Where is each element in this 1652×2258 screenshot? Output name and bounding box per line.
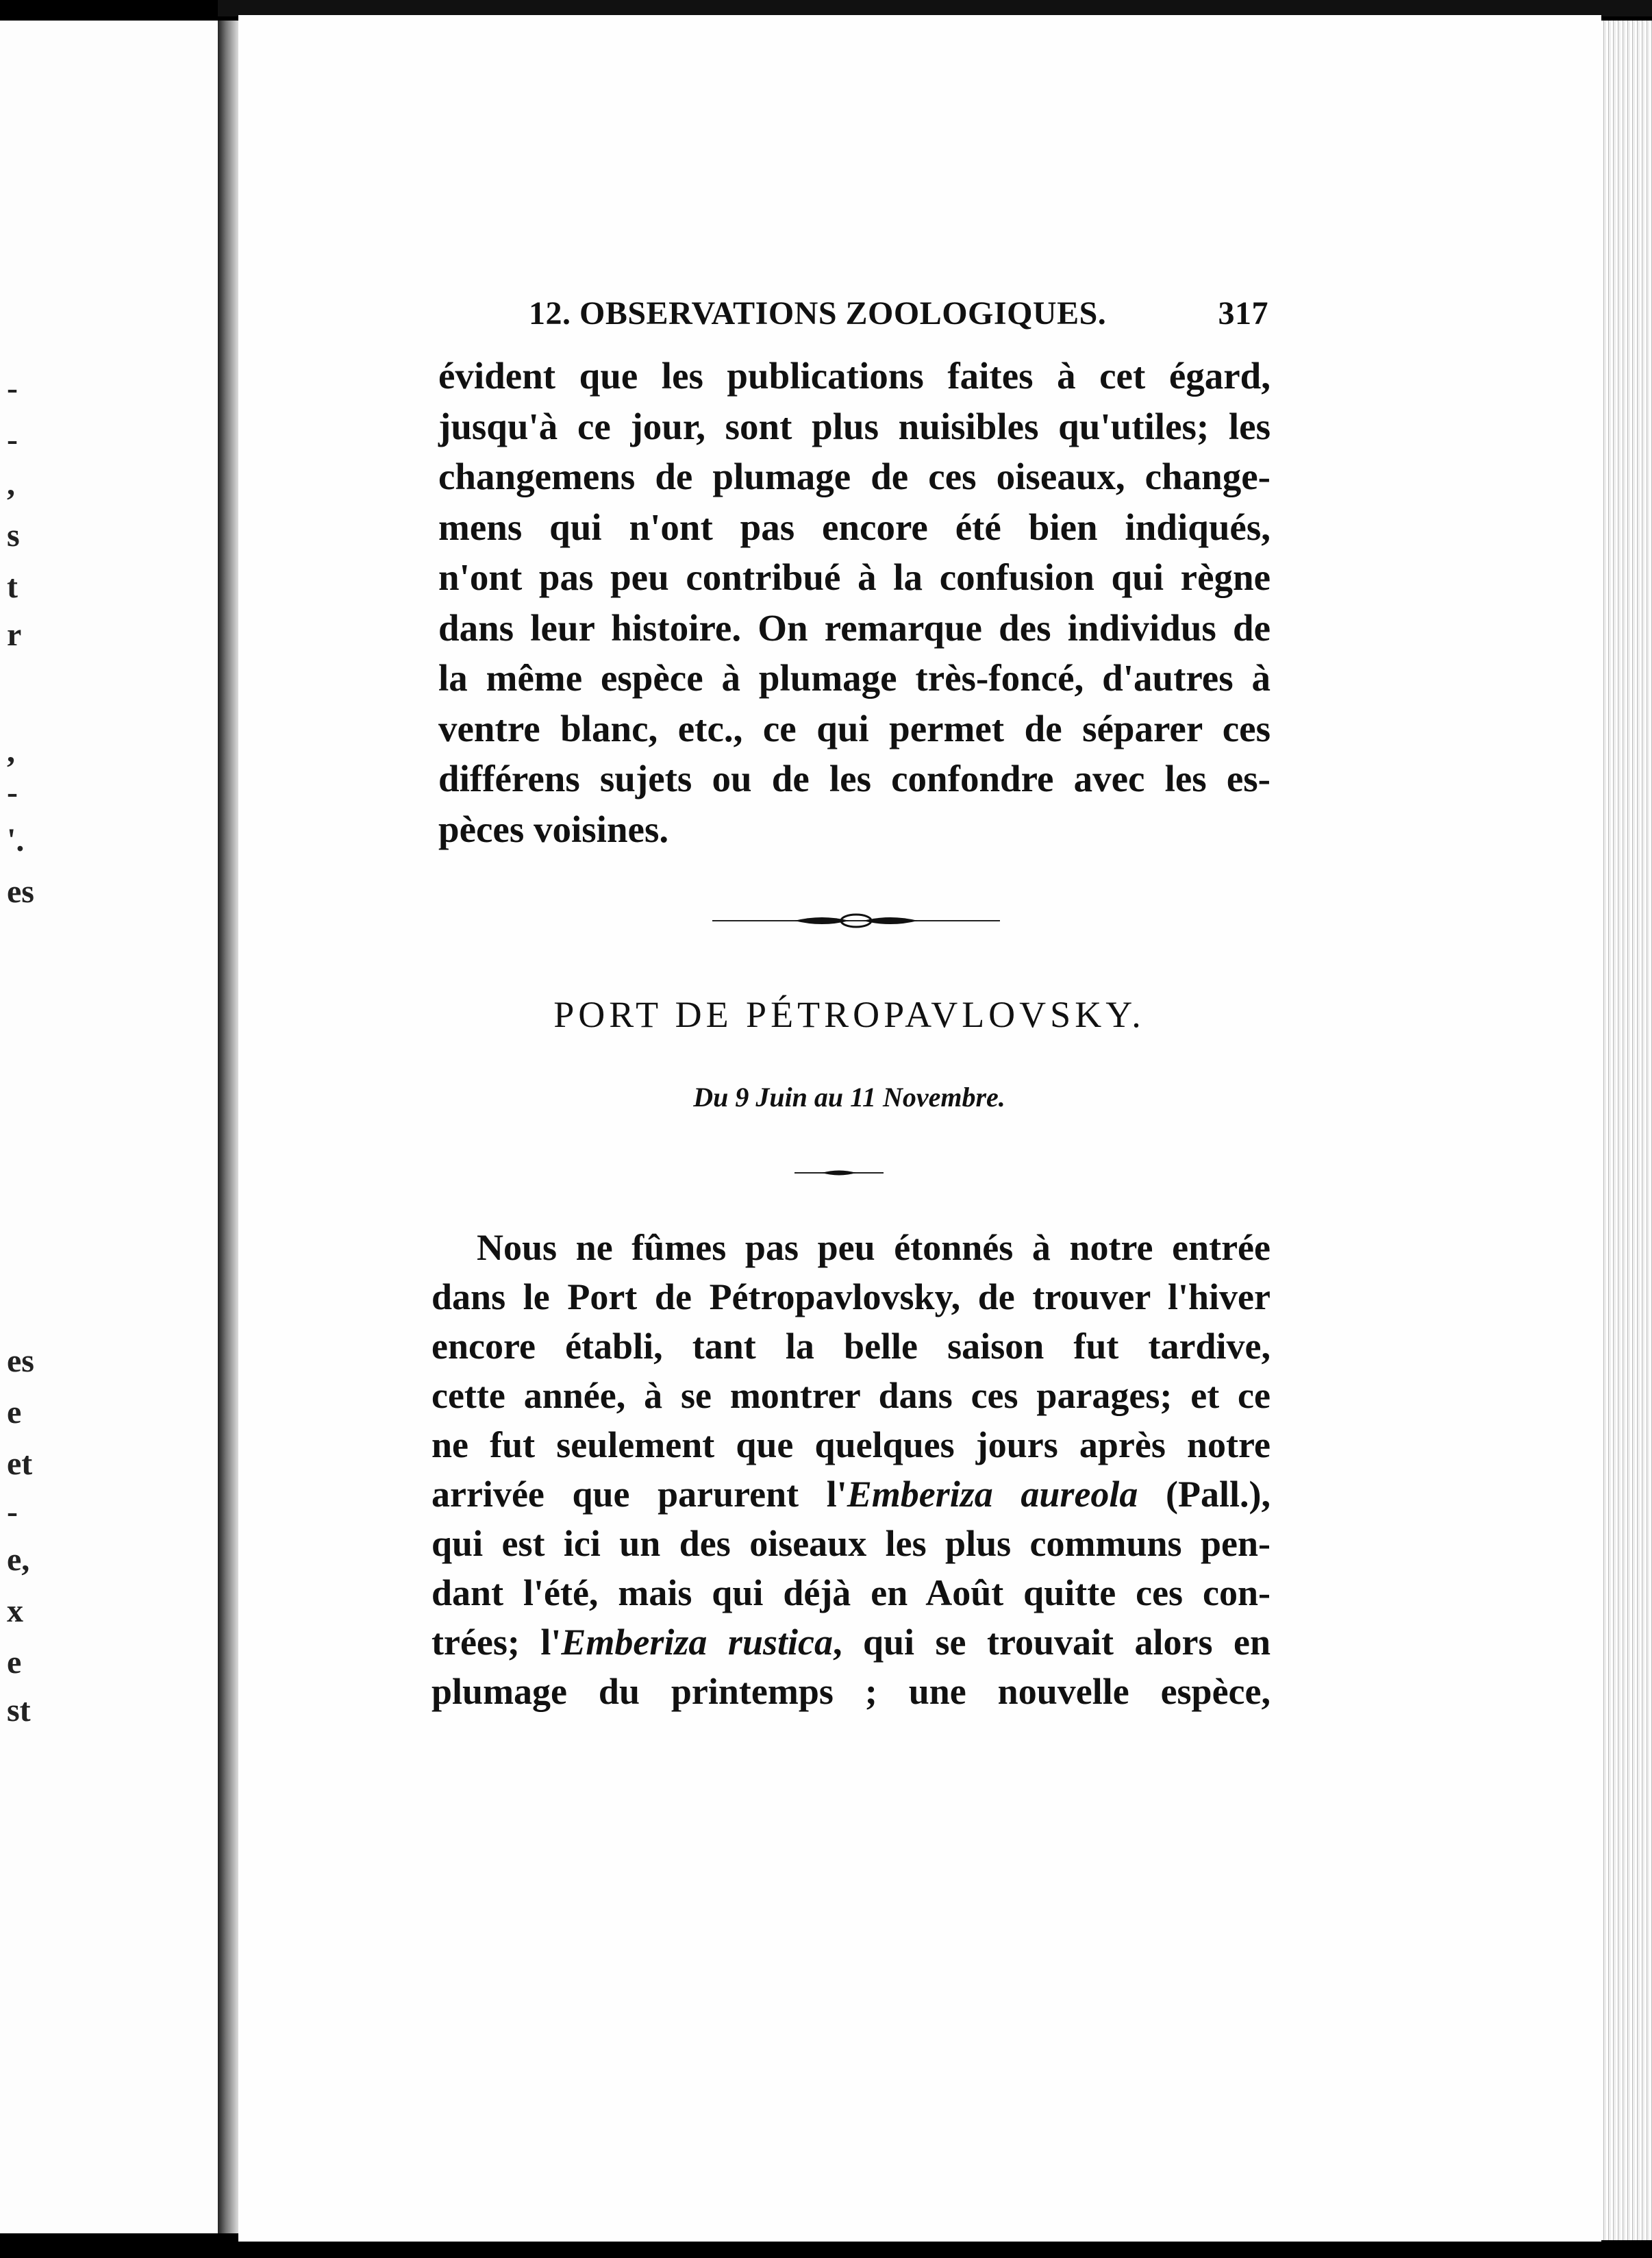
fragment: r xyxy=(7,617,22,653)
fragment: - xyxy=(7,421,18,458)
text-line: cette année, à se montrer dans ces parages; et ce xyxy=(431,1375,1271,1416)
fragment: e xyxy=(7,1644,22,1680)
fragment: es xyxy=(7,873,34,910)
text-line: différens sujets ou de les confondre avec les es- xyxy=(438,758,1271,799)
paragraph-2 xyxy=(431,1223,1271,1716)
text-line: pèces voisines. xyxy=(438,808,669,850)
fragment: x xyxy=(7,1593,23,1629)
fragment: , xyxy=(7,466,15,502)
text-line: n'ont pas peu contribué à la confusion qui règne xyxy=(438,556,1271,598)
fragment: e, xyxy=(7,1541,30,1578)
text-line: dant l'été, mais qui déjà en Août quitte ces con- xyxy=(431,1572,1271,1613)
species-name: Emberiza rustica xyxy=(561,1622,833,1663)
fragment: s xyxy=(7,517,20,554)
book-gutter xyxy=(218,21,238,2233)
facing-page-fragment xyxy=(0,21,218,2233)
text-line: évident que les publications faites à cet égard, xyxy=(438,355,1271,397)
fragment: - xyxy=(7,370,18,406)
text-line: dans le Port de Pétropavlovsky, de trouver l'hiver xyxy=(431,1276,1271,1317)
section-title: PORT DE PÉTROPAVLOVSKY. xyxy=(553,994,1145,1035)
page-number: 317 xyxy=(1218,295,1268,332)
text-line: qui est ici un des oiseaux les plus communs pen- xyxy=(431,1523,1271,1564)
text-line: plumage du printemps ; une nouvelle espèce, xyxy=(431,1671,1271,1712)
running-head xyxy=(529,295,1268,332)
fragment: - xyxy=(7,1493,18,1530)
text-run: , qui se trouvait alors en xyxy=(832,1622,1271,1663)
paragraph-1 xyxy=(438,351,1271,854)
text-line-with-italic xyxy=(431,1617,1271,1667)
ornamental-divider xyxy=(712,911,1000,930)
text-run: trées; l' xyxy=(431,1622,562,1663)
text-line: ventre blanc, etc., ce qui permet de séparer ces xyxy=(438,707,1271,749)
text-line-with-italic xyxy=(431,1469,1271,1519)
fragment: st xyxy=(7,1692,31,1728)
text-line: changemens de plumage de ces oiseaux, change- xyxy=(438,456,1271,497)
section-subtitle: Du 9 Juin au 11 Novembre. xyxy=(693,1082,1005,1113)
text-line: mens qui n'ont pas encore été bien indiqués, xyxy=(438,506,1271,548)
text-line: la même espèce à plumage très-foncé, d'autres à xyxy=(438,657,1271,699)
book-page xyxy=(238,15,1601,2242)
text-line: jusqu'à ce jour, sont plus nuisibles qu'utiles; les xyxy=(438,405,1271,447)
fragment: '. xyxy=(7,822,25,858)
fragment: et xyxy=(7,1446,33,1482)
fragment: , xyxy=(7,733,15,769)
text-line: encore établi, tant la belle saison fut tardive, xyxy=(431,1326,1271,1367)
fragment: t xyxy=(7,569,18,605)
chapter-title: 12. OBSERVATIONS ZOOLOGIQUES. xyxy=(529,295,1107,332)
page-edges xyxy=(1601,21,1652,2240)
text-line: ne fut seulement que quelques jours après notre xyxy=(431,1424,1271,1465)
text-line: dans leur histoire. On remarque des individus de xyxy=(438,606,1271,649)
text-line: Nous ne fûmes pas peu étonnés à notre entrée xyxy=(477,1227,1271,1268)
text-run: (Pall.), xyxy=(1138,1474,1271,1515)
species-name: Emberiza aureola xyxy=(847,1474,1138,1515)
fragment: es xyxy=(7,1343,34,1379)
small-divider xyxy=(794,1167,884,1178)
scan-top-border xyxy=(218,0,1652,16)
text-run: arrivée que parurent l' xyxy=(431,1474,847,1515)
fragment: e xyxy=(7,1394,22,1430)
fragment: - xyxy=(7,774,18,810)
